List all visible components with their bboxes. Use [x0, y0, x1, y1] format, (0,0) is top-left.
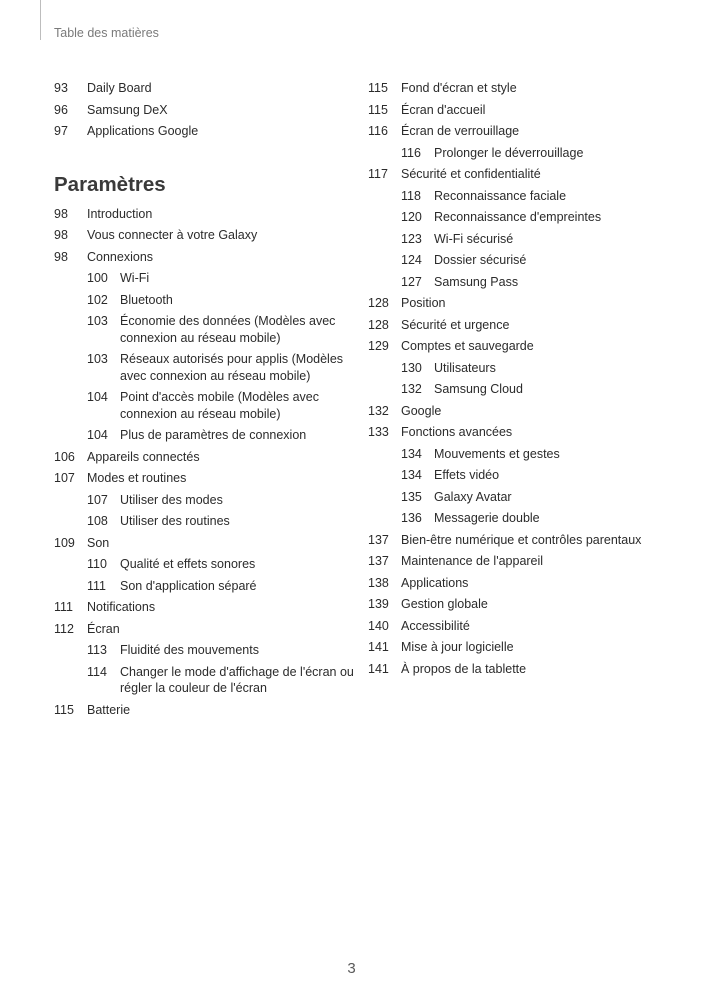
toc-subentry[interactable]	[401, 274, 688, 291]
toc-subentry[interactable]	[401, 145, 688, 162]
toc-entry-title: Bluetooth	[120, 292, 173, 307]
toc-entry[interactable]	[368, 424, 688, 441]
toc-entry-title: Introduction	[87, 206, 153, 221]
toc-entry-title: Écran d'accueil	[401, 102, 486, 117]
toc-page-number: 107	[87, 492, 108, 507]
toc-entry[interactable]	[368, 295, 688, 312]
toc-page-number: 116	[368, 124, 388, 138]
toc-entry-title: Écran de verrouillage	[401, 124, 520, 138]
toc-subentry[interactable]	[87, 492, 354, 509]
toc-entry-title: Maintenance de l'appareil	[401, 554, 544, 568]
toc-entry[interactable]	[368, 596, 688, 613]
toc-page-number: 130	[401, 360, 422, 375]
toc-page-number: 115	[368, 102, 388, 117]
toc-entry[interactable]	[368, 532, 688, 549]
toc-entry-title: Réseaux autorisés pour applis (Modèles avec connexion au réseau mobile)	[120, 352, 344, 383]
toc-page-number: 109	[54, 535, 75, 550]
toc-page-number: 108	[87, 514, 108, 528]
toc-page-number: 127	[401, 274, 422, 289]
toc-subentry[interactable]	[401, 209, 688, 226]
toc-page-number: 129	[368, 339, 389, 353]
toc-entry[interactable]	[54, 470, 354, 487]
toc-page-number: 104	[87, 390, 108, 404]
toc-entry-title: Accessibilité	[401, 618, 470, 633]
toc-entry-title: Appareils connectés	[87, 449, 200, 464]
toc-subentry[interactable]	[87, 270, 354, 287]
toc-entry-title: Position	[401, 296, 446, 310]
toc-page-number: 133	[368, 425, 389, 439]
toc-entry-title: Sécurité et urgence	[401, 317, 510, 332]
toc-entry[interactable]	[368, 338, 688, 355]
toc-subentry[interactable]	[401, 489, 688, 506]
toc-page-number: 96	[54, 102, 68, 117]
toc-entry-title: Utiliser des modes	[120, 492, 223, 507]
toc-page-number: 104	[87, 428, 108, 442]
toc-entry[interactable]	[368, 123, 688, 140]
toc-entry-title: Comptes et sauvegarde	[401, 339, 534, 353]
header-title[interactable]: Table des matières	[54, 26, 159, 40]
toc-entry[interactable]	[54, 535, 354, 552]
toc-section-list	[54, 206, 354, 719]
toc-page-number: 139	[368, 597, 389, 611]
toc-entry-title: Plus de paramètres de connexion	[120, 428, 307, 442]
toc-page-number: 102	[87, 292, 108, 307]
toc-page-number: 132	[401, 382, 422, 396]
toc-page-number: 111	[87, 578, 107, 593]
toc-page-number: 118	[401, 188, 421, 203]
toc-entry-title: Samsung Pass	[434, 274, 519, 289]
toc-subentry[interactable]	[87, 427, 354, 444]
toc-entry-title: Gestion globale	[401, 597, 488, 611]
toc-left-column	[54, 80, 354, 723]
toc-entry-title: Google	[401, 403, 442, 418]
toc-subentry[interactable]	[87, 664, 354, 697]
toc-page-number: 103	[87, 352, 108, 366]
toc-page-number: 100	[87, 271, 108, 285]
toc-page-number: 141	[368, 661, 389, 676]
toc-entry-title: Bien-être numérique et contrôles parentaux	[401, 532, 642, 547]
toc-entry-title: Samsung DeX	[87, 102, 168, 117]
toc-page-number: 134	[401, 468, 422, 482]
toc-entry-title: Effets vidéo	[434, 468, 500, 482]
toc-entry-title: Son	[87, 535, 110, 550]
toc-entry-title: Mouvements et gestes	[434, 446, 560, 461]
toc-page-number: 115	[368, 81, 388, 95]
toc-page-number: 111	[54, 600, 74, 614]
toc-entry[interactable]	[368, 618, 688, 635]
toc-entry[interactable]	[368, 661, 688, 678]
toc-entry-title: Fond d'écran et style	[401, 81, 517, 95]
toc-entry-title: Modes et routines	[87, 471, 187, 485]
toc-subentry[interactable]	[401, 360, 688, 377]
toc-entry[interactable]	[368, 575, 688, 592]
toc-entry-title: Utilisateurs	[434, 360, 496, 375]
toc-entry-title: Notifications	[87, 600, 156, 614]
toc-subentry[interactable]	[87, 578, 354, 595]
toc-subentry[interactable]	[401, 467, 688, 484]
toc-page-number: 137	[368, 532, 389, 547]
toc-entry[interactable]	[368, 403, 688, 420]
toc-entry[interactable]	[368, 102, 688, 119]
toc-subentry[interactable]	[87, 556, 354, 573]
toc-entry-title: Messagerie double	[434, 511, 540, 525]
toc-entry[interactable]	[368, 166, 688, 183]
toc-page-number: 97	[54, 124, 68, 138]
toc-subentry[interactable]	[401, 446, 688, 463]
toc-entry-title: Écran	[87, 621, 120, 636]
toc-entry-title: Changer le mode d'affichage de l'écran ou régler la couleur de l'écran	[120, 664, 354, 695]
section-title: Paramètres	[54, 172, 166, 196]
toc-page-number: 93	[54, 81, 68, 95]
toc-entry-title: Point d'accès mobile (Modèles avec connexion au réseau mobile)	[120, 390, 320, 421]
toc-subentry[interactable]	[401, 510, 688, 527]
toc-entry-title: Applications Google	[87, 124, 199, 138]
toc-entry-title: Daily Board	[87, 81, 152, 95]
toc-page-number: 117	[368, 167, 388, 181]
toc-page-number: 113	[87, 643, 107, 657]
toc-page-number: 138	[368, 575, 389, 590]
toc-entry[interactable]	[54, 206, 354, 223]
toc-subentry[interactable]	[87, 292, 354, 309]
toc-entry[interactable]	[368, 80, 688, 97]
toc-entry-title: Dossier sécurisé	[434, 253, 527, 267]
toc-entry[interactable]	[368, 553, 688, 570]
toc-entry-title: Économie des données (Modèles avec connexion au réseau mobile)	[120, 314, 336, 345]
toc-entry-title: Utiliser des routines	[120, 514, 230, 528]
toc-entry-title: Reconnaissance faciale	[434, 188, 567, 203]
header-divider	[40, 0, 41, 40]
toc-page-number: 115	[54, 702, 74, 717]
toc-entry-title: Qualité et effets sonores	[120, 557, 256, 571]
toc-subentry[interactable]	[87, 313, 354, 346]
toc-entry-title: Son d'application séparé	[120, 578, 257, 593]
toc-entry-title: Wi-Fi	[120, 271, 150, 285]
toc-page-number: 137	[368, 554, 389, 568]
toc-entry[interactable]	[54, 599, 354, 616]
toc-entry[interactable]	[368, 639, 688, 656]
toc-page-number: 128	[368, 317, 389, 332]
toc-entry[interactable]	[54, 102, 354, 119]
toc-page-number: 134	[401, 446, 422, 461]
toc-page-number: 106	[54, 449, 75, 464]
toc-page-number: 110	[87, 557, 107, 571]
toc-page-number: 128	[368, 296, 389, 310]
toc-entry-title: Fluidité des mouvements	[120, 643, 259, 657]
toc-entry-title: Reconnaissance d'empreintes	[434, 210, 602, 224]
toc-entry[interactable]	[54, 123, 354, 140]
toc-entry-title: Prolonger le déverrouillage	[434, 145, 584, 160]
toc-entry[interactable]	[54, 449, 354, 466]
toc-page-number: 98	[54, 249, 68, 264]
toc-entry-title: Samsung Cloud	[434, 382, 523, 396]
toc-page-number: 107	[54, 471, 75, 485]
toc-entry-title: Galaxy Avatar	[434, 489, 512, 504]
toc-page-number: 135	[401, 489, 422, 504]
toc-entry[interactable]	[54, 227, 354, 244]
toc-entry-title: Sécurité et confidentialité	[401, 167, 541, 181]
toc-entry-title: Vous connecter à votre Galaxy	[87, 228, 258, 242]
toc-entry[interactable]	[54, 249, 354, 266]
toc-entry[interactable]	[54, 80, 354, 97]
toc-page-number: 136	[401, 511, 422, 525]
toc-entry-title: Wi-Fi sécurisé	[434, 231, 514, 246]
toc-page-number: 103	[87, 314, 108, 328]
toc-right-list	[368, 80, 688, 677]
page-number: 3	[347, 960, 356, 977]
toc-entry-title: Mise à jour logicielle	[401, 640, 514, 654]
toc-page-number: 124	[401, 253, 422, 267]
toc-subentry[interactable]	[401, 381, 688, 398]
toc-page-number: 141	[368, 640, 389, 654]
toc-entry-title: Batterie	[87, 702, 131, 717]
toc-page-number: 132	[368, 403, 389, 418]
toc-page-number: 140	[368, 618, 389, 633]
toc-entry-title: À propos de la tablette	[401, 661, 527, 676]
toc-entry-title: Connexions	[87, 249, 154, 264]
toc-subentry[interactable]	[87, 513, 354, 530]
toc-subentry[interactable]	[87, 642, 354, 659]
toc-subentry[interactable]	[401, 252, 688, 269]
toc-subentry[interactable]	[87, 389, 354, 422]
toc-entry-title: Fonctions avancées	[401, 425, 513, 439]
toc-entry-title: Applications	[401, 575, 469, 590]
toc-subentry[interactable]	[401, 231, 688, 248]
toc-right-column	[368, 80, 688, 682]
toc-page-number: 114	[87, 664, 107, 679]
toc-entry[interactable]	[368, 317, 688, 334]
toc-page-number: 120	[401, 210, 422, 224]
toc-entry[interactable]	[54, 621, 354, 638]
toc-page-number: 112	[54, 621, 74, 636]
toc-page-number: 116	[401, 145, 421, 160]
toc-entry[interactable]	[54, 702, 354, 719]
toc-top-list	[54, 80, 354, 140]
toc-subentry[interactable]	[401, 188, 688, 205]
toc-page-number: 98	[54, 206, 68, 221]
toc-page-number: 98	[54, 228, 68, 242]
toc-page-number: 123	[401, 231, 422, 246]
toc-subentry[interactable]	[87, 351, 354, 384]
